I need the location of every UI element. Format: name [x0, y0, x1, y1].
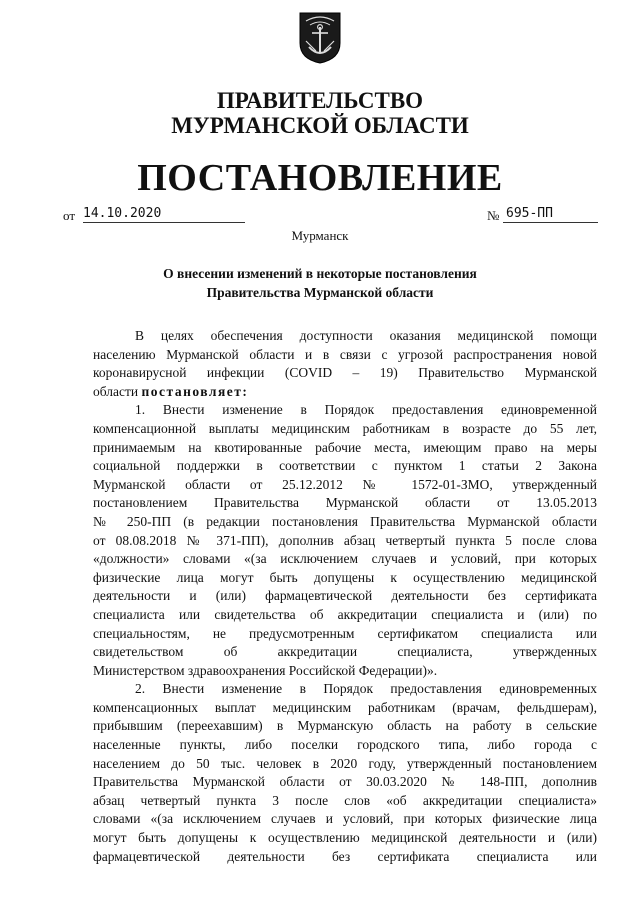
document-subject — [0, 264, 640, 302]
date-prefix: от — [63, 208, 76, 223]
document-body — [93, 327, 597, 866]
subject-line1: О внесении изменений в некоторые постановления — [163, 266, 477, 281]
body-line: компенсационных выплат медицинским работникам (врачам, фельдшерам), — [93, 699, 597, 715]
body-line: «должности» словами «(за исключением случаев и условий, при которых — [93, 551, 597, 567]
body-line: компенсационной выплаты медицинским работникам в возрасте до 55 лет, — [93, 420, 597, 436]
body-line: Министерством здравоохранения Российской Федерации)». — [93, 662, 438, 678]
body-line: 2. Внести изменение в Порядок предоставления единовременных — [135, 681, 597, 697]
document-type-title: ПОСТАНОВЛЕНИЕ — [137, 157, 503, 199]
subject-line2: Правительства Мурманской области — [206, 285, 434, 300]
body-line: № 250-ПП (в редакции постановления Правительства Мурманской области — [93, 513, 597, 529]
decision-prefix: области — [93, 383, 139, 399]
body-line: могут быть допущены к осуществлению медицинской деятельности и (или) — [93, 830, 597, 846]
organization-name-line1: ПРАВИТЕЛЬСТВО — [216, 88, 424, 113]
organization-name-line2: МУРМАНСКОЙ ОБЛАСТИ — [171, 113, 469, 138]
document-date: 14.10.2020 — [83, 206, 162, 221]
body-line: принимаемым на квотированные рабочие места, имеющим право на меры — [93, 439, 597, 455]
decision-keyword: постановляет: — [141, 383, 249, 399]
body-line: 1. Внести изменение в Порядок предоставления единовременной — [135, 402, 597, 418]
body-line: специальностям, не предусмотренным сертификатом специалиста или — [93, 625, 597, 641]
city-name: Мурманск — [291, 228, 349, 243]
body-line: фармацевтической деятельности без сертификата специалиста или — [93, 848, 597, 864]
date-underline — [83, 222, 245, 223]
number-underline — [503, 222, 598, 223]
body-line: коронавирусной инфекции (COVID – 19) Правительство Мурманской — [93, 365, 597, 381]
murmansk-coat-of-arms-icon — [296, 9, 344, 65]
body-line: свидетельством об аккредитации специалиста, утвержденных — [93, 644, 597, 660]
body-line: населением до 50 тыс. человек в 2020 году, утвержденный постановлением — [93, 755, 597, 771]
number-sign: № — [487, 208, 500, 223]
body-line: прибывшим (переехавшим) в Мурманскую область на работу в сельские — [93, 718, 597, 734]
document-number: 695-ПП — [506, 206, 553, 221]
body-line: специалиста или свидетельства об аккредитации специалиста и (или) по — [93, 606, 597, 622]
body-line: от 08.08.2018 № 371-ПП), дополнив абзац четвертый пункта 5 после слова — [93, 532, 597, 548]
body-line: населенные пункты, либо поселки городского типа, либо города с — [93, 737, 597, 753]
body-line: словами «(за исключением случаев и условий, при которых физические лица — [93, 811, 597, 827]
body-line: деятельности и (или) фармацевтической деятельности без сертификата — [93, 588, 597, 604]
date-number-row — [63, 206, 603, 224]
body-line: Правительства Мурманской области от 30.03.2020 № 148-ПП, дополнив — [93, 774, 597, 790]
body-line: абзац четвертый пункта 3 после слов «об аккредитации специалиста» — [93, 792, 597, 808]
body-line: физические лица могут быть допущены к осуществлению медицинской — [93, 569, 597, 585]
body-line-decision — [93, 383, 597, 402]
body-line: Мурманской области от 25.12.2012 № 1572-01-ЗМО, утвержденный — [93, 476, 597, 492]
body-line: социальной поддержки в соответствии с пунктом 1 статьи 2 Закона — [93, 458, 597, 474]
body-line: населению Мурманской области и в связи с угрозой распространения новой — [93, 346, 597, 362]
body-line: В целях обеспечения доступности оказания медицинской помощи — [135, 328, 597, 343]
body-line: постановлением Правительства Мурманской области от 13.05.2013 — [93, 495, 597, 511]
